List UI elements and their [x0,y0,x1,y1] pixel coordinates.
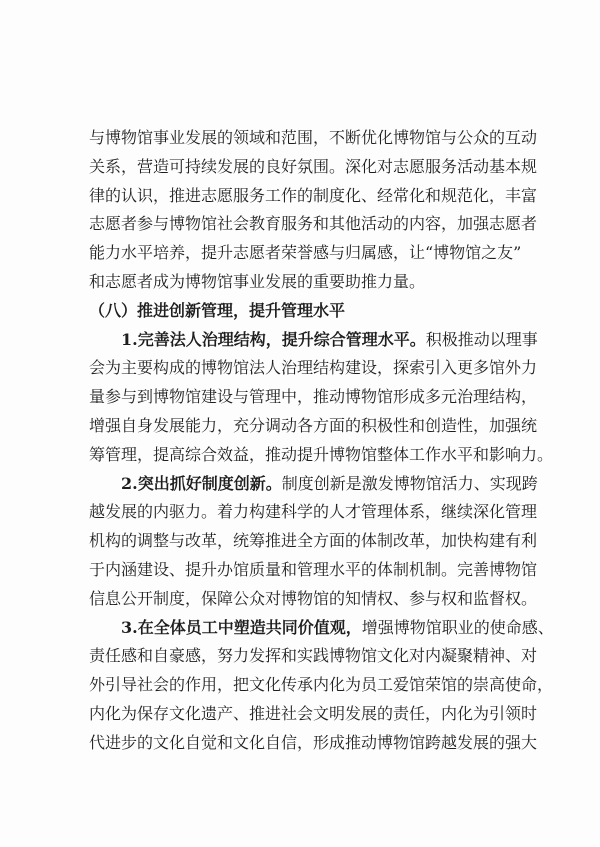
text-line: 增强自身发展能力，充分调动各方面的积极性和创造性，加强统 [89,415,538,435]
item-first-line [89,326,538,355]
item-first-line [89,614,554,643]
text-line: 越发展的内驱力。着力构建科学的人才管理体系，继续深化管理 [89,502,538,522]
item-lead: 2.突出抓好制度创新。 [121,473,282,493]
text-line: 关系，营造可持续发展的良好氛围。深化对志愿服务活动基本规 [89,156,538,176]
text-line: 于内涵建设、提升办馆质量和管理水平的体制机制。完善博物馆 [89,559,538,579]
text-line: 代进步的文化自觉和文化自信，形成推动博物馆跨越发展的强大 [89,732,538,752]
item-first-rest: 制度创新是激发博物馆活力、实现跨 [281,473,538,493]
text-line: 与博物馆事业发展的领域和范围，不断优化博物馆与公众的互动 [89,128,538,147]
text-line: 律的认识，推进志愿服务工作的制度化、经常化和规范化，丰富 [89,185,538,205]
text-line: 机构的调整与改革，统筹推进全方面的体制改革，加快构建有利 [89,531,538,551]
text-line: 能力水平培养，提升志愿者荣誉感与归属感，让“博物馆之友” [89,243,522,263]
item-lead: 1.完善法人治理结构，提升综合管理水平。 [121,329,426,349]
text-line: 量参与到博物馆建设与管理中，推动博物馆形成多元治理结构， [89,387,538,407]
text-line: 志愿者参与博物馆社会教育服务和其他活动的内容，加强志愿者 [89,214,538,234]
text-line: 和志愿者成为博物馆事业发展的重要助推力量。 [89,271,426,291]
text-line: 会为主要构成的博物馆法人治理结构建设，探索引入更多馆外力 [89,358,538,378]
item-first-rest: 积极推动以理事 [425,329,538,349]
text-line: 内化为保存文化遗产、推进社会文明发展的责任，内化为引领时 [89,703,538,723]
text-line: 信息公开制度，保障公众对博物馆的知情权、参与权和监督权。 [89,588,538,608]
text-line: 筹管理，提高综合效益，推动提升博物馆整体工作水平和影响力。 [89,444,554,464]
item-first-line [89,470,538,499]
document-body [89,124,554,758]
text-line: 责任感和自豪感，努力发挥和实践博物馆文化对内凝聚精神、对 [89,646,538,666]
item-first-rest: 增强博物馆职业的使命感、 [361,617,554,637]
item-lead: 3.在全体员工中塑造共同价值观， [121,617,362,637]
text-line: 外引导社会的作用，把文化传承内化为员工爱馆荣馆的崇高使命， [89,675,554,695]
section-heading: （八）推进创新管理，提升管理水平 [89,300,346,320]
